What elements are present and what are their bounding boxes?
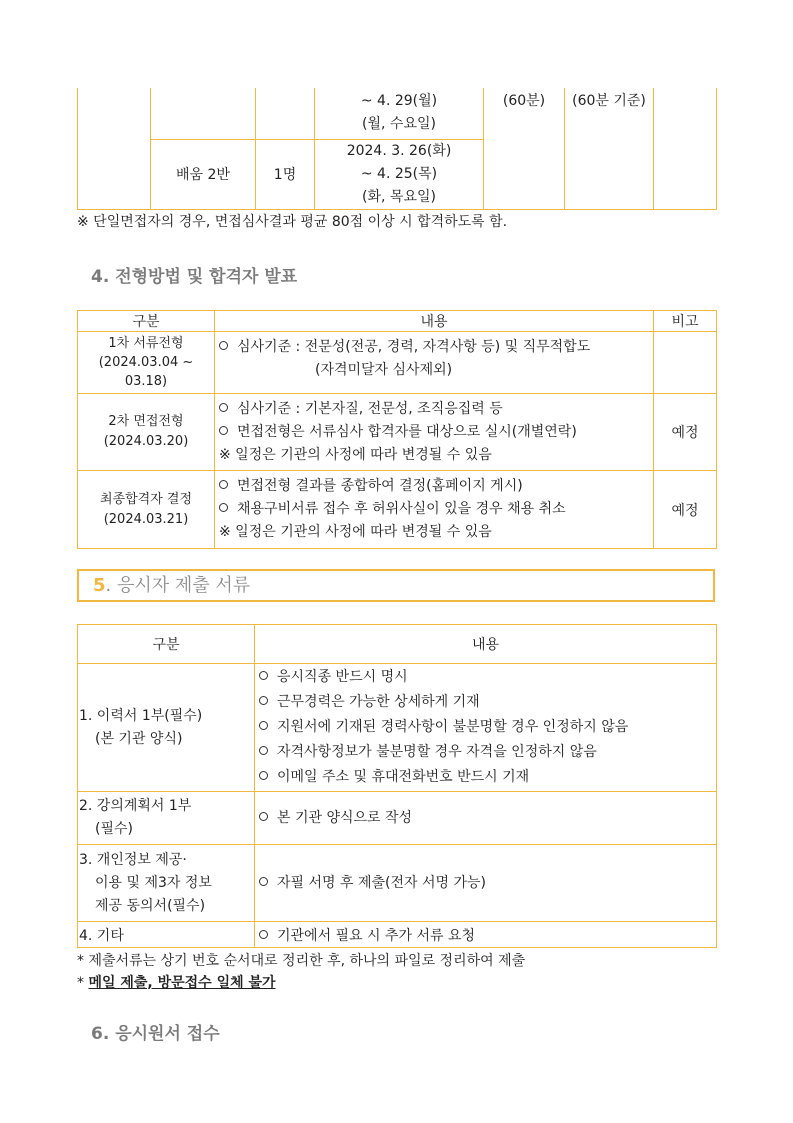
section6-title: 6. 응시원서 접수 — [91, 1024, 220, 1044]
s5-header-content: 내용 — [255, 625, 717, 664]
schedule-count: 1명 — [256, 139, 315, 209]
s4-row-content: 심사기준 : 기본자질, 전문성, 조직응집력 등 면접전형은 서류심사 합격자를 대상으로 실시(개별연락) ※ 일정은 기관의 사정에 따라 변경될 수 있음 — [215, 394, 654, 471]
bullet-icon — [259, 696, 268, 705]
bullet-icon — [219, 480, 228, 489]
bullet-icon — [259, 771, 268, 780]
section4-table — [77, 310, 717, 549]
bullet-icon — [219, 426, 228, 435]
s4-row-content: 면접전형 결과를 종합하여 결정(홈페이지 게시) 채용구비서류 접수 후 허위사실이 있을 경우 채용 취소 ※ 일정은 기관의 사정에 따라 변경될 수 있음 — [215, 471, 654, 549]
s4-row-note: 예정 — [654, 471, 717, 549]
s5-row-content: 응시직종 반드시 명시 근무경력은 가능한 상세하게 기재 지원서에 기재된 경력사항이 불분명할 경우 인정하지 않음 자격사항정보가 불분명할 경우 자격을 인정하지 않음 이메일 주소 및 휴대전화번호 반드시 기재 — [255, 664, 717, 792]
section5-table — [77, 624, 717, 948]
schedule-class: 배움 2반 — [151, 139, 256, 209]
s5-header-category: 구분 — [78, 625, 255, 664]
s5-note-email: * 메일 제출, 방문접수 일체 불가 — [77, 975, 276, 991]
s4-row-label: 2차 면접전형 (2024.03.20) — [78, 394, 215, 471]
bullet-icon — [259, 721, 268, 730]
s5-note-order: * 제출서류는 상기 번호 순서대로 정리한 후, 하나의 파일로 정리하여 제출 — [77, 953, 526, 969]
note-single-interviewer: ※ 단일면접자의 경우, 면접심사결과 평균 80점 이상 시 합격하도록 함. — [77, 214, 508, 230]
schedule-duration: (60분) — [484, 88, 565, 209]
schedule-basis: (60분 기준) — [565, 88, 654, 209]
bullet-icon — [259, 930, 268, 939]
bullet-icon — [259, 746, 268, 755]
s5-row-content: 자필 서명 후 제출(전자 서명 가능) — [255, 845, 717, 922]
s5-row-label: 3. 개인정보 제공· 이용 및 제3자 정보 제공 동의서(필수) — [78, 845, 255, 922]
bullet-icon — [219, 503, 228, 512]
bullet-icon — [219, 403, 228, 412]
s5-row-content: 기관에서 필요 시 추가 서류 요청 — [255, 922, 717, 948]
s4-row-note — [654, 332, 717, 394]
s5-row-label: 1. 이력서 1부(필수) (본 기관 양식) — [78, 664, 255, 792]
section4-title: 4. 전형방법 및 합격자 발표 — [91, 267, 298, 287]
bullet-icon — [219, 341, 228, 350]
schedule-dates-1: ~ 4. 29(월) (월, 수요일) — [315, 88, 484, 139]
section5-title: 5. 응시자 제출 서류 — [77, 569, 715, 602]
s4-row-label: 최종합격자 결정 (2024.03.21) — [78, 471, 215, 549]
bullet-icon — [259, 877, 268, 886]
s4-header-content: 내용 — [215, 311, 654, 332]
schedule-dates-2: 2024. 3. 26(화) ~ 4. 25(목) (화, 목요일) — [315, 139, 484, 209]
s5-row-label: 2. 강의계획서 1부 (필수) — [78, 792, 255, 845]
schedule-table — [77, 88, 717, 210]
s4-row-content: 심사기준 : 전문성(전공, 경력, 자격사항 등) 및 직무적합도 (자격미달자 심사제외) — [215, 332, 654, 394]
s5-row-content: 본 기관 양식으로 작성 — [255, 792, 717, 845]
s5-row-label: 4. 기타 — [78, 922, 255, 948]
bullet-icon — [259, 812, 268, 821]
s4-header-note: 비고 — [654, 311, 717, 332]
s4-header-category: 구분 — [78, 311, 215, 332]
s4-row-label: 1차 서류전형 (2024.03.04 ~ 03.18) — [78, 332, 215, 394]
s4-row-note: 예정 — [654, 394, 717, 471]
bullet-icon — [259, 671, 268, 680]
